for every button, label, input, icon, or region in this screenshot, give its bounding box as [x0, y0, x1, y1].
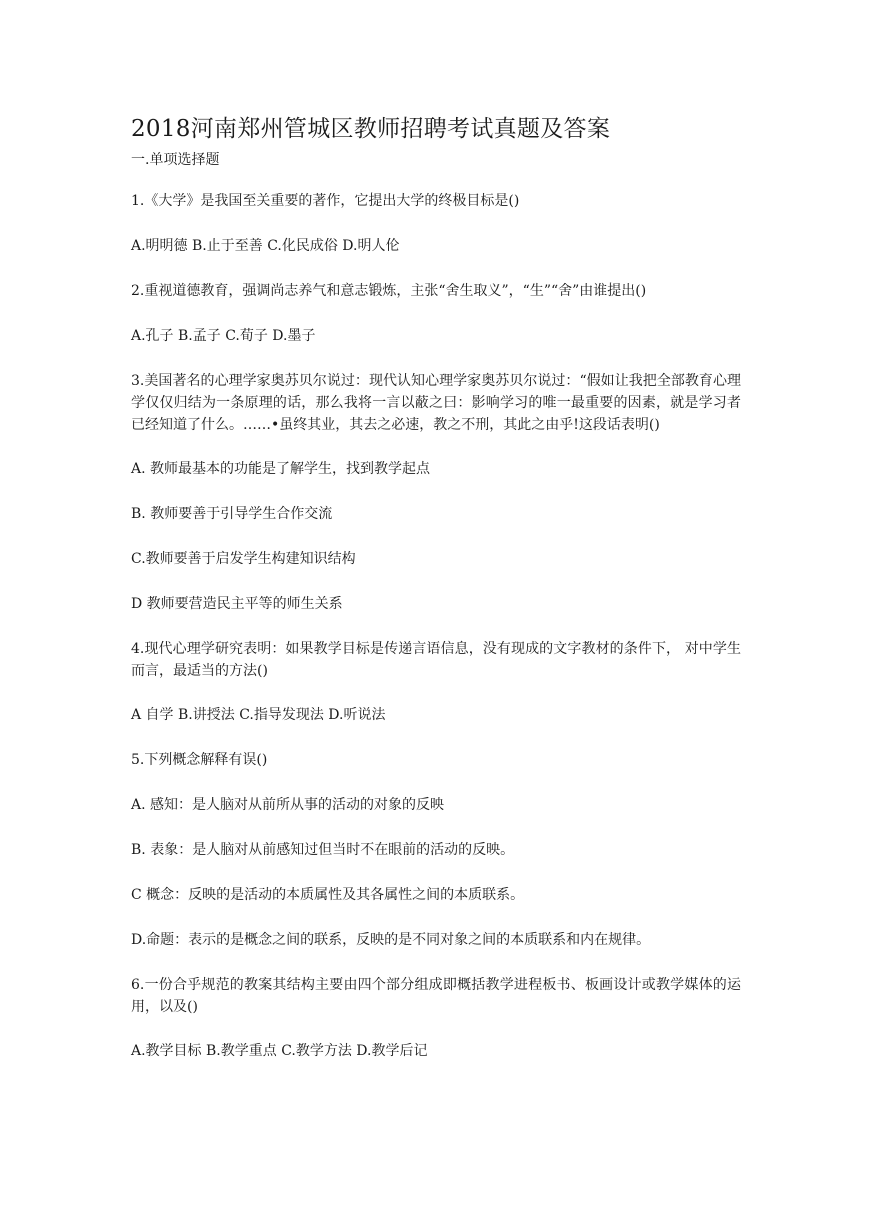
document-title: 2018河南郑州管城区教师招聘考试真题及答案 — [131, 116, 611, 142]
question-3-option-c: C.教师要善于启发学生构建知识结构 — [131, 551, 356, 567]
question-3-option-a: A. 教师最基本的功能是了解学生，找到教学起点 — [131, 461, 431, 477]
question-5: 5.下列概念解释有误() — [131, 752, 268, 768]
document-content — [131, 114, 741, 1062]
question-2-options: A.孔子 B.孟子 C.荀子 D.墨子 — [131, 328, 316, 344]
question-4: 4.现代心理学研究表明：如果教学目标是传递言语信息，没有现成的文字教材的条件下， 对中学生而言，最适当的方法() — [131, 641, 741, 679]
question-6-options: A.教学目标 B.教学重点 C.教学方法 D.教学后记 — [131, 1043, 428, 1059]
question-3-option-d: D 教师要营造民主平等的师生关系 — [131, 596, 343, 612]
question-2: 2.重视道德教育，强调尚志养气和意志锻炼，主张“舍生取义”，“生”“舍”由谁提出() — [131, 283, 647, 299]
section-heading: 一.单项选择题 — [131, 152, 220, 168]
question-5-option-a: A. 感知：是人脑对从前所从事的活动的对象的反映 — [131, 797, 445, 813]
question-5-option-d: D.命题：表示的是概念之间的联系，反映的是不同对象之间的本质联系和内在规律。 — [131, 932, 651, 948]
question-4-options: A 自学 B.讲授法 C.指导发现法 D.听说法 — [131, 707, 386, 723]
question-5-option-c: C 概念：反映的是活动的本质属性及其各属性之间的本质联系。 — [131, 887, 525, 903]
question-5-option-b: B. 表象：是人脑对从前感知过但当时不在眼前的活动的反映。 — [131, 842, 515, 858]
question-3: 3.美国著名的心理学家奥苏贝尔说过：现代认知心理学家奥苏贝尔说过：“假如让我把全部教育心理学仅仅归结为一条原理的话，那么我将一言以蔽之曰：影响学习的唯一最重要的因素，就是学习者已经知道了什么。……•虽终其业，其去之必速，教之不刑，其此之由乎!这段话表明() — [131, 373, 741, 433]
question-6: 6.一份合乎规范的教案其结构主要由四个部分组成即概括教学进程板书、板画设计或教学媒体的运用，以及() — [131, 977, 741, 1015]
question-1-options: A.明明德 B.止于至善 C.化民成俗 D.明人伦 — [131, 238, 400, 254]
question-3-option-b: B. 教师要善于引导学生合作交流 — [131, 506, 333, 522]
question-1: 1.《大学》是我国至关重要的著作，它提出大学的终极目标是() — [131, 193, 520, 209]
